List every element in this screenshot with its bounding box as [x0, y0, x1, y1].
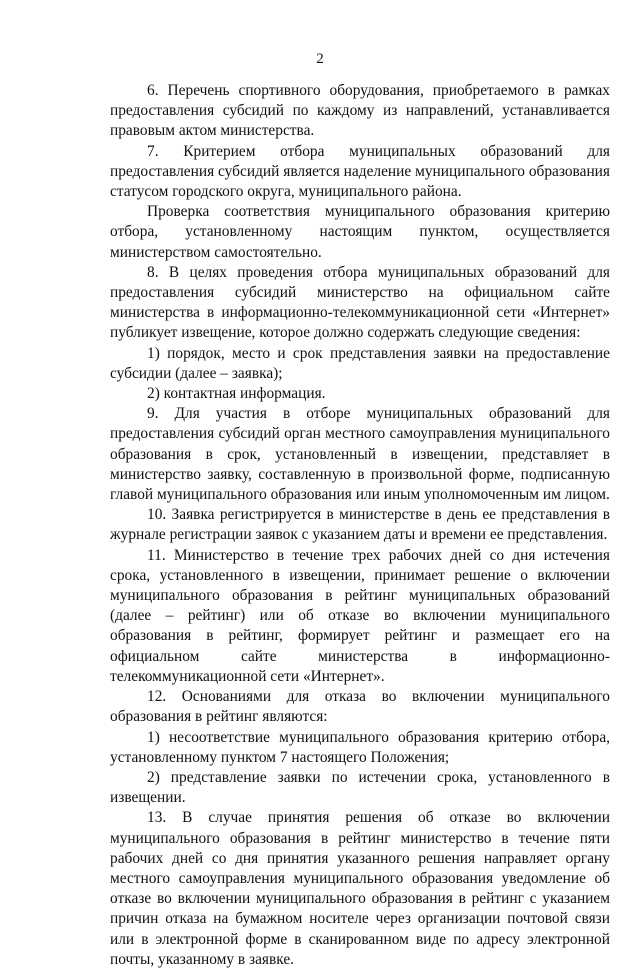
paragraph-11-rating-decision: 11. Министерство в течение трех рабочих дней со дня истечения срока, установленного в извещении, принимает решение о включении муниципального образования в рейтинг муниципальных образований (далее – рейтинг) или об отказе во включении муниципального образования в рейтинг, формирует рейтинг и размещает его на официальном сайте министерства в информационно-телекоммуникационной сети «Интернет».: [110, 546, 610, 685]
paragraph-6-equipment-list: 6. Перечень спортивного оборудования, приобретаемого в рамках предоставления субсидий по каждому из направлений, устанавливается правовым актом министерства.: [110, 82, 610, 140]
paragraph-8-notice-publication: 8. В целях проведения отбора муниципальных образований для предоставления субсидий министерство на официальном сайте министерства в информационно-телекоммуникационной сети «Интернет» публикует извещение, которое должно содержать следующие сведения:: [110, 263, 610, 342]
paragraph-12-refusal-grounds: 12. Основаниями для отказа во включении муниципального образования в рейтинг являются:: [110, 688, 610, 726]
paragraph-8-item-1: 1) порядок, место и срок представления заявки на предоставление субсидии (далее – заявка);: [110, 344, 610, 382]
paragraph-10-application-registration: 10. Заявка регистрируется в министерстве в день ее представления в журнале регистрации заявок с указанием даты и времени ее представления.: [110, 506, 610, 544]
paragraph-9-application-submission: 9. Для участия в отборе муниципальных образований для предоставления субсидий орган местного самоуправления муниципального образования в срок, установленный в извещении, представляет в министерство заявку, составленную в произвольной форме, подписанную главой муниципального образования или иным уполномоченным им лицом.: [110, 405, 610, 504]
paragraph-13-refusal-notification: 13. В случае принятия решения об отказе во включении муниципального образования в рейтинг министерство в течение пяти рабочих дней со дня принятия указанного решения направляет органу местного самоуправления муниципального образования уведомление об отказе во включении муниципального образования в рейтинг с указанием причин отказа на бумажном носителе через организации почтовой связи или в электронной форме в сканированном виде по адресу электронной почты, указанному в заявке.: [110, 809, 610, 968]
document-body: [110, 81, 610, 970]
page-number: 2: [316, 51, 324, 67]
paragraph-12-item-2: 2) представление заявки по истечении срока, установленного в извещении.: [110, 768, 610, 807]
paragraph-8-item-2: 2) контактная информация.: [147, 385, 326, 403]
paragraph-7-selection-criterion: 7. Критерием отбора муниципальных образований для предоставления субсидий является наделение муниципального образования статусом городского округа, муниципального района.: [110, 142, 610, 201]
paragraph-12-item-1: 1) несоответствие муниципального образования критерию отбора, установленному пунктом 7 настоящего Положения;: [110, 728, 610, 766]
paragraph-7-criterion-check: Проверка соответствия муниципального образования критерию отбора, установленному настоящим пунктом, осуществляется министерством самостоятельно.: [110, 203, 610, 261]
